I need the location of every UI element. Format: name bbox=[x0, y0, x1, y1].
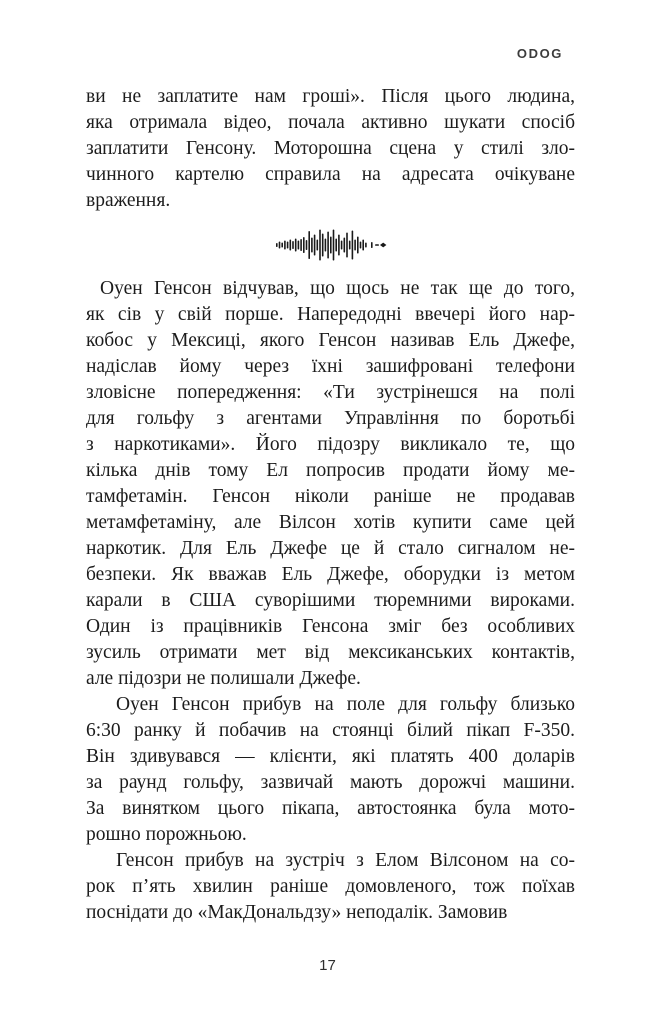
page-text bbox=[86, 84, 575, 926]
text-line: чинного картелю справила на адресата очікуване bbox=[86, 164, 575, 185]
text-line: Оуен Генсон прибув на поле для гольфу близько bbox=[116, 694, 575, 715]
text-line: рок п’ять хвилин раніше домовленого, тож поїхав bbox=[86, 876, 575, 897]
paragraph bbox=[86, 692, 575, 848]
page-number: 17 bbox=[319, 957, 336, 974]
text-line: але підозри не полишали Джефе. bbox=[86, 668, 361, 689]
audio-waveform-icon bbox=[274, 228, 388, 262]
paragraph bbox=[86, 276, 575, 692]
text-line: враження. bbox=[86, 190, 171, 211]
text-line: рошно порожньою. bbox=[86, 824, 247, 845]
text-line: заплатити Генсону. Моторошна сцена у стилі зло- bbox=[86, 138, 575, 159]
text-line: зловісне попередження: «Ти зустрінешся на полі bbox=[86, 382, 575, 403]
text-line: За винятком цього пікапа, автостоянка була мото- bbox=[86, 798, 575, 819]
paragraph bbox=[86, 84, 575, 214]
paragraphs-before-separator bbox=[86, 84, 575, 214]
text-line: за раунд гольфу, зазвичай мають дорожчі машини. bbox=[86, 772, 575, 793]
text-line: Оуен Генсон відчував, що щось не так ще до того, bbox=[100, 278, 575, 299]
text-line: метамфетаміну, але Вілсон хотів купити саме цей bbox=[86, 512, 575, 533]
text-line: Він здивувався — клієнти, які платять 400 доларів bbox=[86, 746, 575, 767]
text-line: для гольфу з агентами Управління по боротьбі bbox=[86, 408, 575, 429]
running-head: ODOG bbox=[516, 46, 563, 61]
section-separator bbox=[86, 227, 575, 263]
text-line: безпеки. Як вважав Ель Джефе, оборудки із метом bbox=[86, 564, 575, 585]
text-line: Генсон прибув на зустріч з Елом Вілсоном на со- bbox=[116, 850, 575, 871]
text-line: наркотик. Для Ель Джефе це й стало сигналом не- bbox=[86, 538, 575, 559]
text-line: ви не заплатите нам гроші». Після цього людина, bbox=[86, 86, 575, 107]
text-line: поснідати до «МакДональдзу» неподалік. Замовив bbox=[86, 902, 508, 923]
text-line: зусиль отримати мет від мексиканських контактів, bbox=[86, 642, 575, 663]
text-line: тамфетамін. Генсон ніколи раніше не продавав bbox=[86, 486, 575, 507]
paragraph bbox=[86, 848, 575, 926]
text-line: кобос у Мексиці, якого Генсон називав Ель Джефе, bbox=[86, 330, 575, 351]
text-line: 6:30 ранку й побачив на стоянці білий пікап F-350. bbox=[86, 720, 575, 741]
text-line: надіслав йому через їхні зашифровані телефони bbox=[86, 356, 575, 377]
text-line: яка отримала відео, почала активно шукати спосіб bbox=[86, 112, 575, 133]
text-line: як сів у свій порше. Напередодні ввечері його нар- bbox=[86, 304, 575, 325]
text-line: карали в США суворішими тюремними вироками. bbox=[86, 590, 575, 611]
text-line: кілька днів тому Ел попросив продати йому ме- bbox=[86, 460, 575, 481]
text-line: з наркотиками». Його підозру викликало те, що bbox=[86, 434, 575, 455]
paragraphs-after-separator bbox=[86, 276, 575, 926]
text-line: Один із працівників Генсона зміг без особливих bbox=[86, 616, 575, 637]
